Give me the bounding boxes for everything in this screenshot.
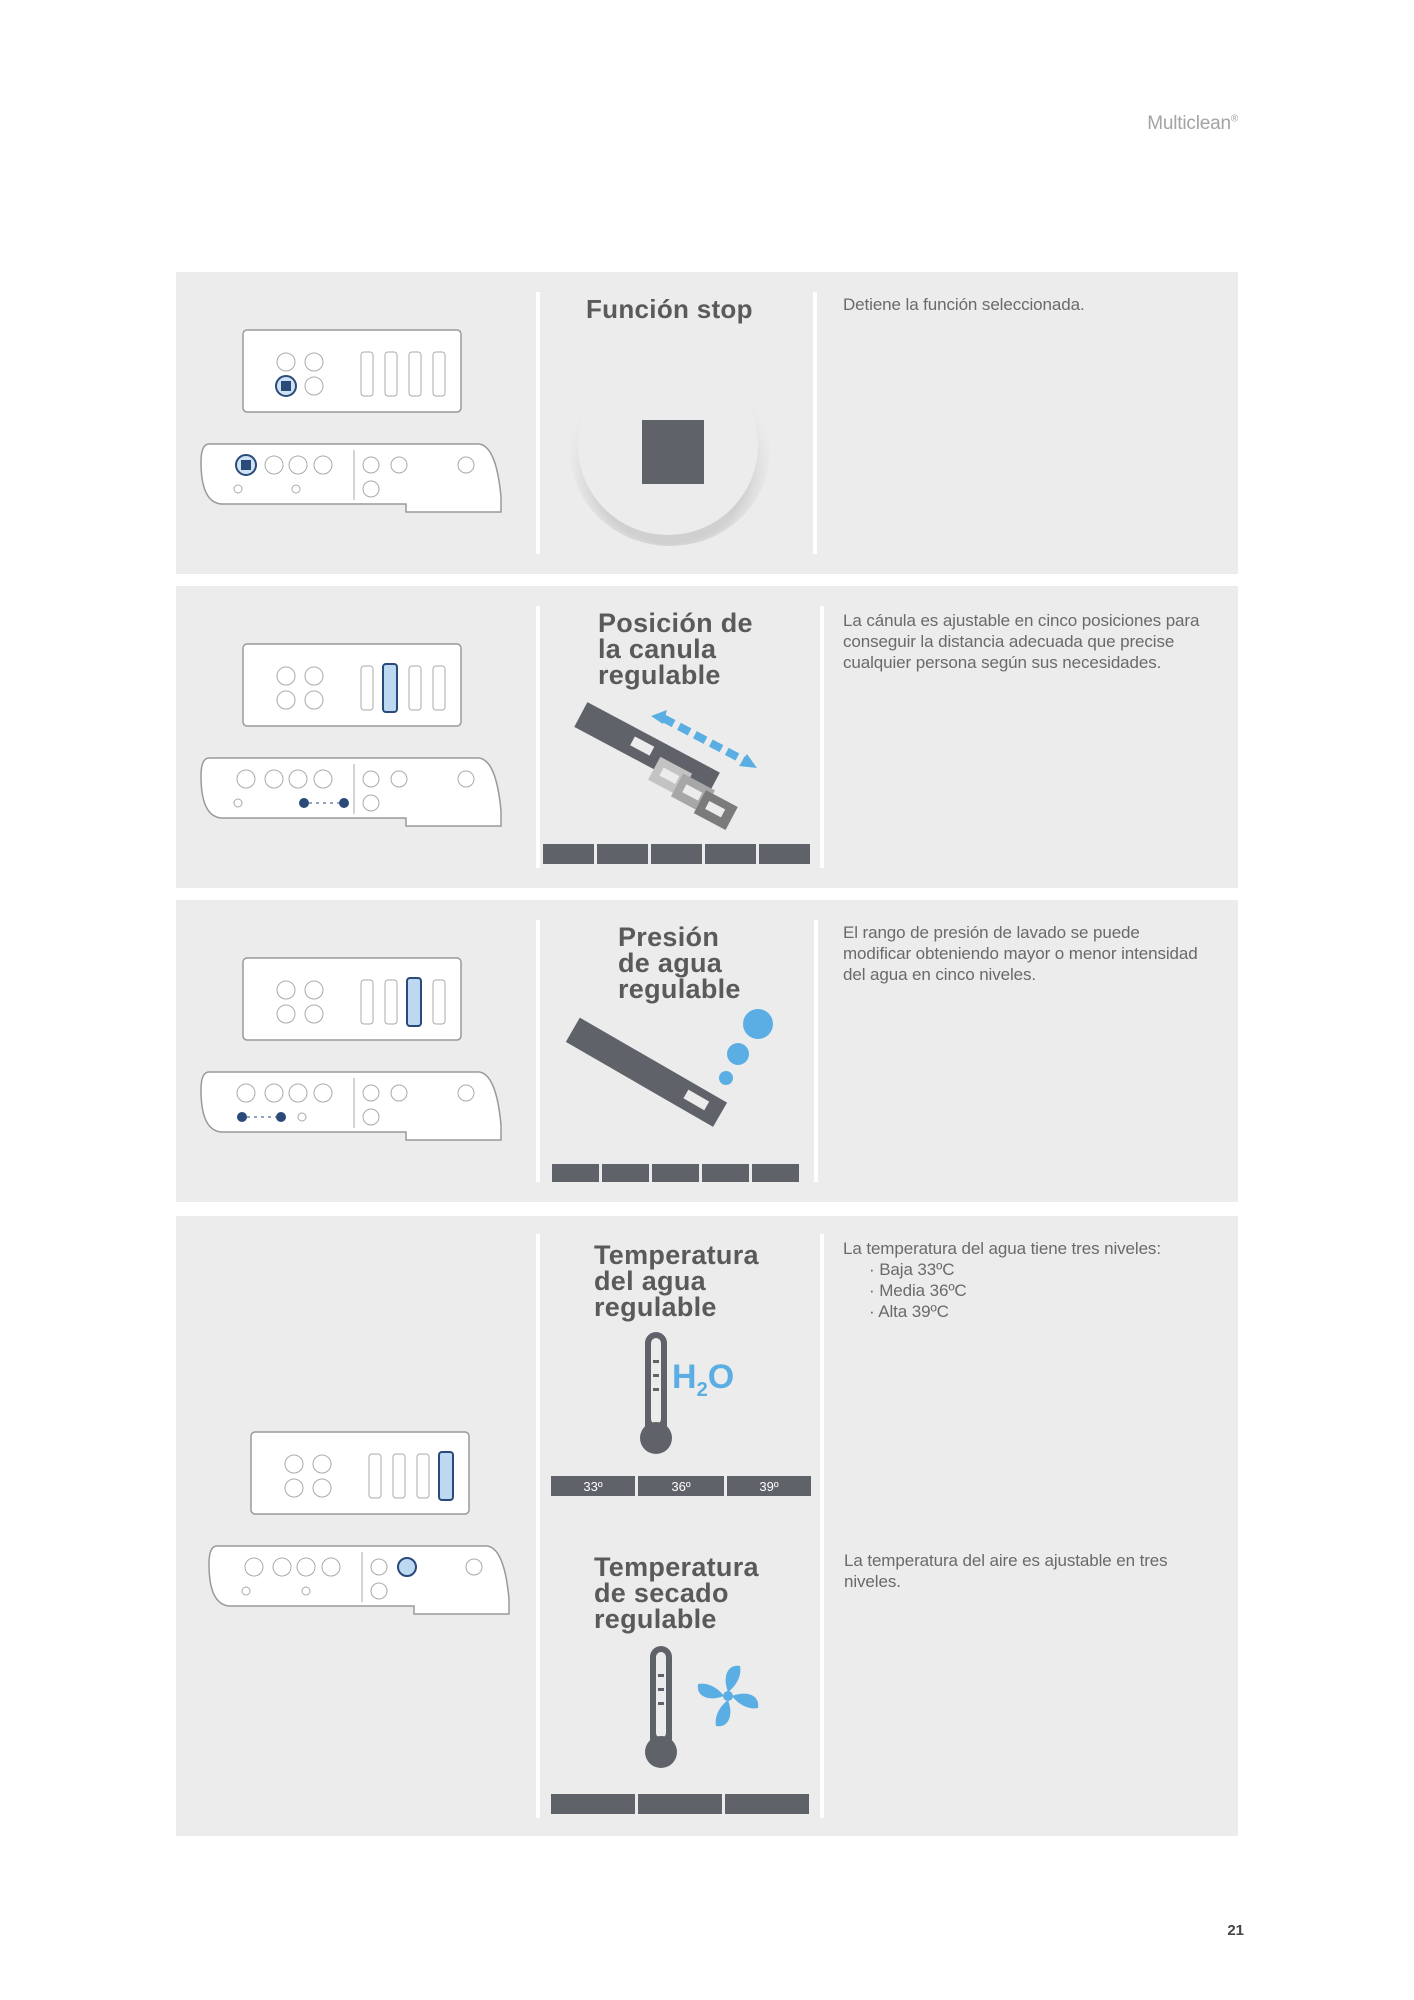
level-indicator	[551, 1476, 811, 1496]
level-segment	[752, 1164, 799, 1182]
level-segment	[652, 1164, 699, 1182]
drying-thermometer-icon	[628, 1644, 788, 1774]
remote-control-icon	[176, 272, 536, 574]
brand-header	[1147, 113, 1238, 135]
title-line: la canula	[598, 634, 717, 664]
fan-icon	[698, 1666, 758, 1726]
divider	[536, 292, 540, 554]
h2o-icon	[672, 1358, 734, 1402]
divider	[536, 1234, 540, 1818]
level-segment: 36º	[638, 1476, 724, 1496]
list-item: · Baja 33ºC	[869, 1259, 1203, 1280]
level-segment	[725, 1794, 809, 1814]
feature-description: Detiene la función seleccionada.	[843, 295, 1085, 314]
divider	[820, 606, 824, 868]
bullet-list	[843, 1259, 1203, 1322]
level-segment	[705, 844, 756, 864]
feature-title	[618, 924, 741, 1002]
remote-illustration	[176, 272, 536, 574]
level-segment: 33º	[551, 1476, 635, 1496]
remote-illustration	[176, 1216, 536, 1836]
divider	[536, 606, 540, 868]
feature-description: El rango de presión de lavado se puede modificar obteniendo mayor o menor intensidad del agua en cinco niveles.	[843, 923, 1198, 984]
remote-control-icon	[176, 1216, 536, 1836]
level-indicator	[552, 1164, 799, 1182]
title-line: regulable	[594, 1604, 717, 1634]
level-segment	[702, 1164, 749, 1182]
level-segment	[638, 1794, 722, 1814]
feature-description	[843, 1238, 1203, 1322]
page-number: 21	[1227, 1922, 1244, 1939]
feature-title: Función stop	[586, 294, 753, 324]
list-item: · Alta 39ºC	[869, 1301, 1203, 1322]
remote-control-icon	[176, 586, 536, 888]
title-line: del agua	[594, 1266, 706, 1296]
level-segment	[597, 844, 648, 864]
remote-control-icon	[176, 900, 536, 1202]
feature-title	[594, 1554, 759, 1632]
h2o-sub: 2	[696, 1378, 708, 1401]
level-segment: 39º	[727, 1476, 811, 1496]
level-segment	[551, 1794, 635, 1814]
stop-button-icon	[576, 360, 776, 560]
feature-title	[598, 610, 753, 688]
feature-description: La temperatura del aire es ajustable en tres niveles.	[844, 1551, 1168, 1591]
level-segment	[543, 844, 594, 864]
level-segment	[552, 1164, 599, 1182]
remote-illustration	[176, 900, 536, 1202]
divider	[820, 1234, 824, 1818]
feature-panel-stop	[176, 272, 1238, 574]
level-indicator	[543, 844, 810, 864]
h2o-h: H	[672, 1358, 697, 1396]
level-segment	[759, 844, 810, 864]
feature-panel-pressure	[176, 900, 1238, 1202]
title-line: Temperatura	[594, 1552, 759, 1582]
remote-illustration	[176, 586, 536, 888]
title-line: Posición de	[598, 608, 753, 638]
title-line: Temperatura	[594, 1240, 759, 1270]
brand-name: Multiclean	[1147, 113, 1231, 134]
h2o-o: O	[707, 1358, 735, 1396]
level-segment	[602, 1164, 649, 1182]
title-line: Presión	[618, 922, 720, 952]
title-line: regulable	[618, 974, 741, 1004]
level-indicator	[551, 1794, 809, 1814]
feature-title	[594, 1242, 759, 1320]
divider	[814, 920, 818, 1182]
description-text: La temperatura del agua tiene tres niveles:	[843, 1239, 1161, 1258]
level-segment	[651, 844, 702, 864]
title-line: regulable	[594, 1292, 717, 1322]
feature-panel-position	[176, 586, 1238, 888]
divider	[536, 920, 540, 1182]
title-line: regulable	[598, 660, 721, 690]
list-item: · Media 36ºC	[869, 1280, 1203, 1301]
feature-panel-temperature	[176, 1216, 1238, 1836]
title-line: de agua	[618, 948, 723, 978]
registered-mark: ®	[1230, 113, 1238, 125]
feature-description: La cánula es ajustable en cinco posiciones para conseguir la distancia adecuada que precise cualquier persona según sus necesidades.	[843, 611, 1200, 672]
divider	[813, 292, 817, 554]
nozzle-position-icon	[571, 708, 791, 838]
water-pressure-icon	[576, 1012, 796, 1142]
title-line: de secado	[594, 1578, 729, 1608]
